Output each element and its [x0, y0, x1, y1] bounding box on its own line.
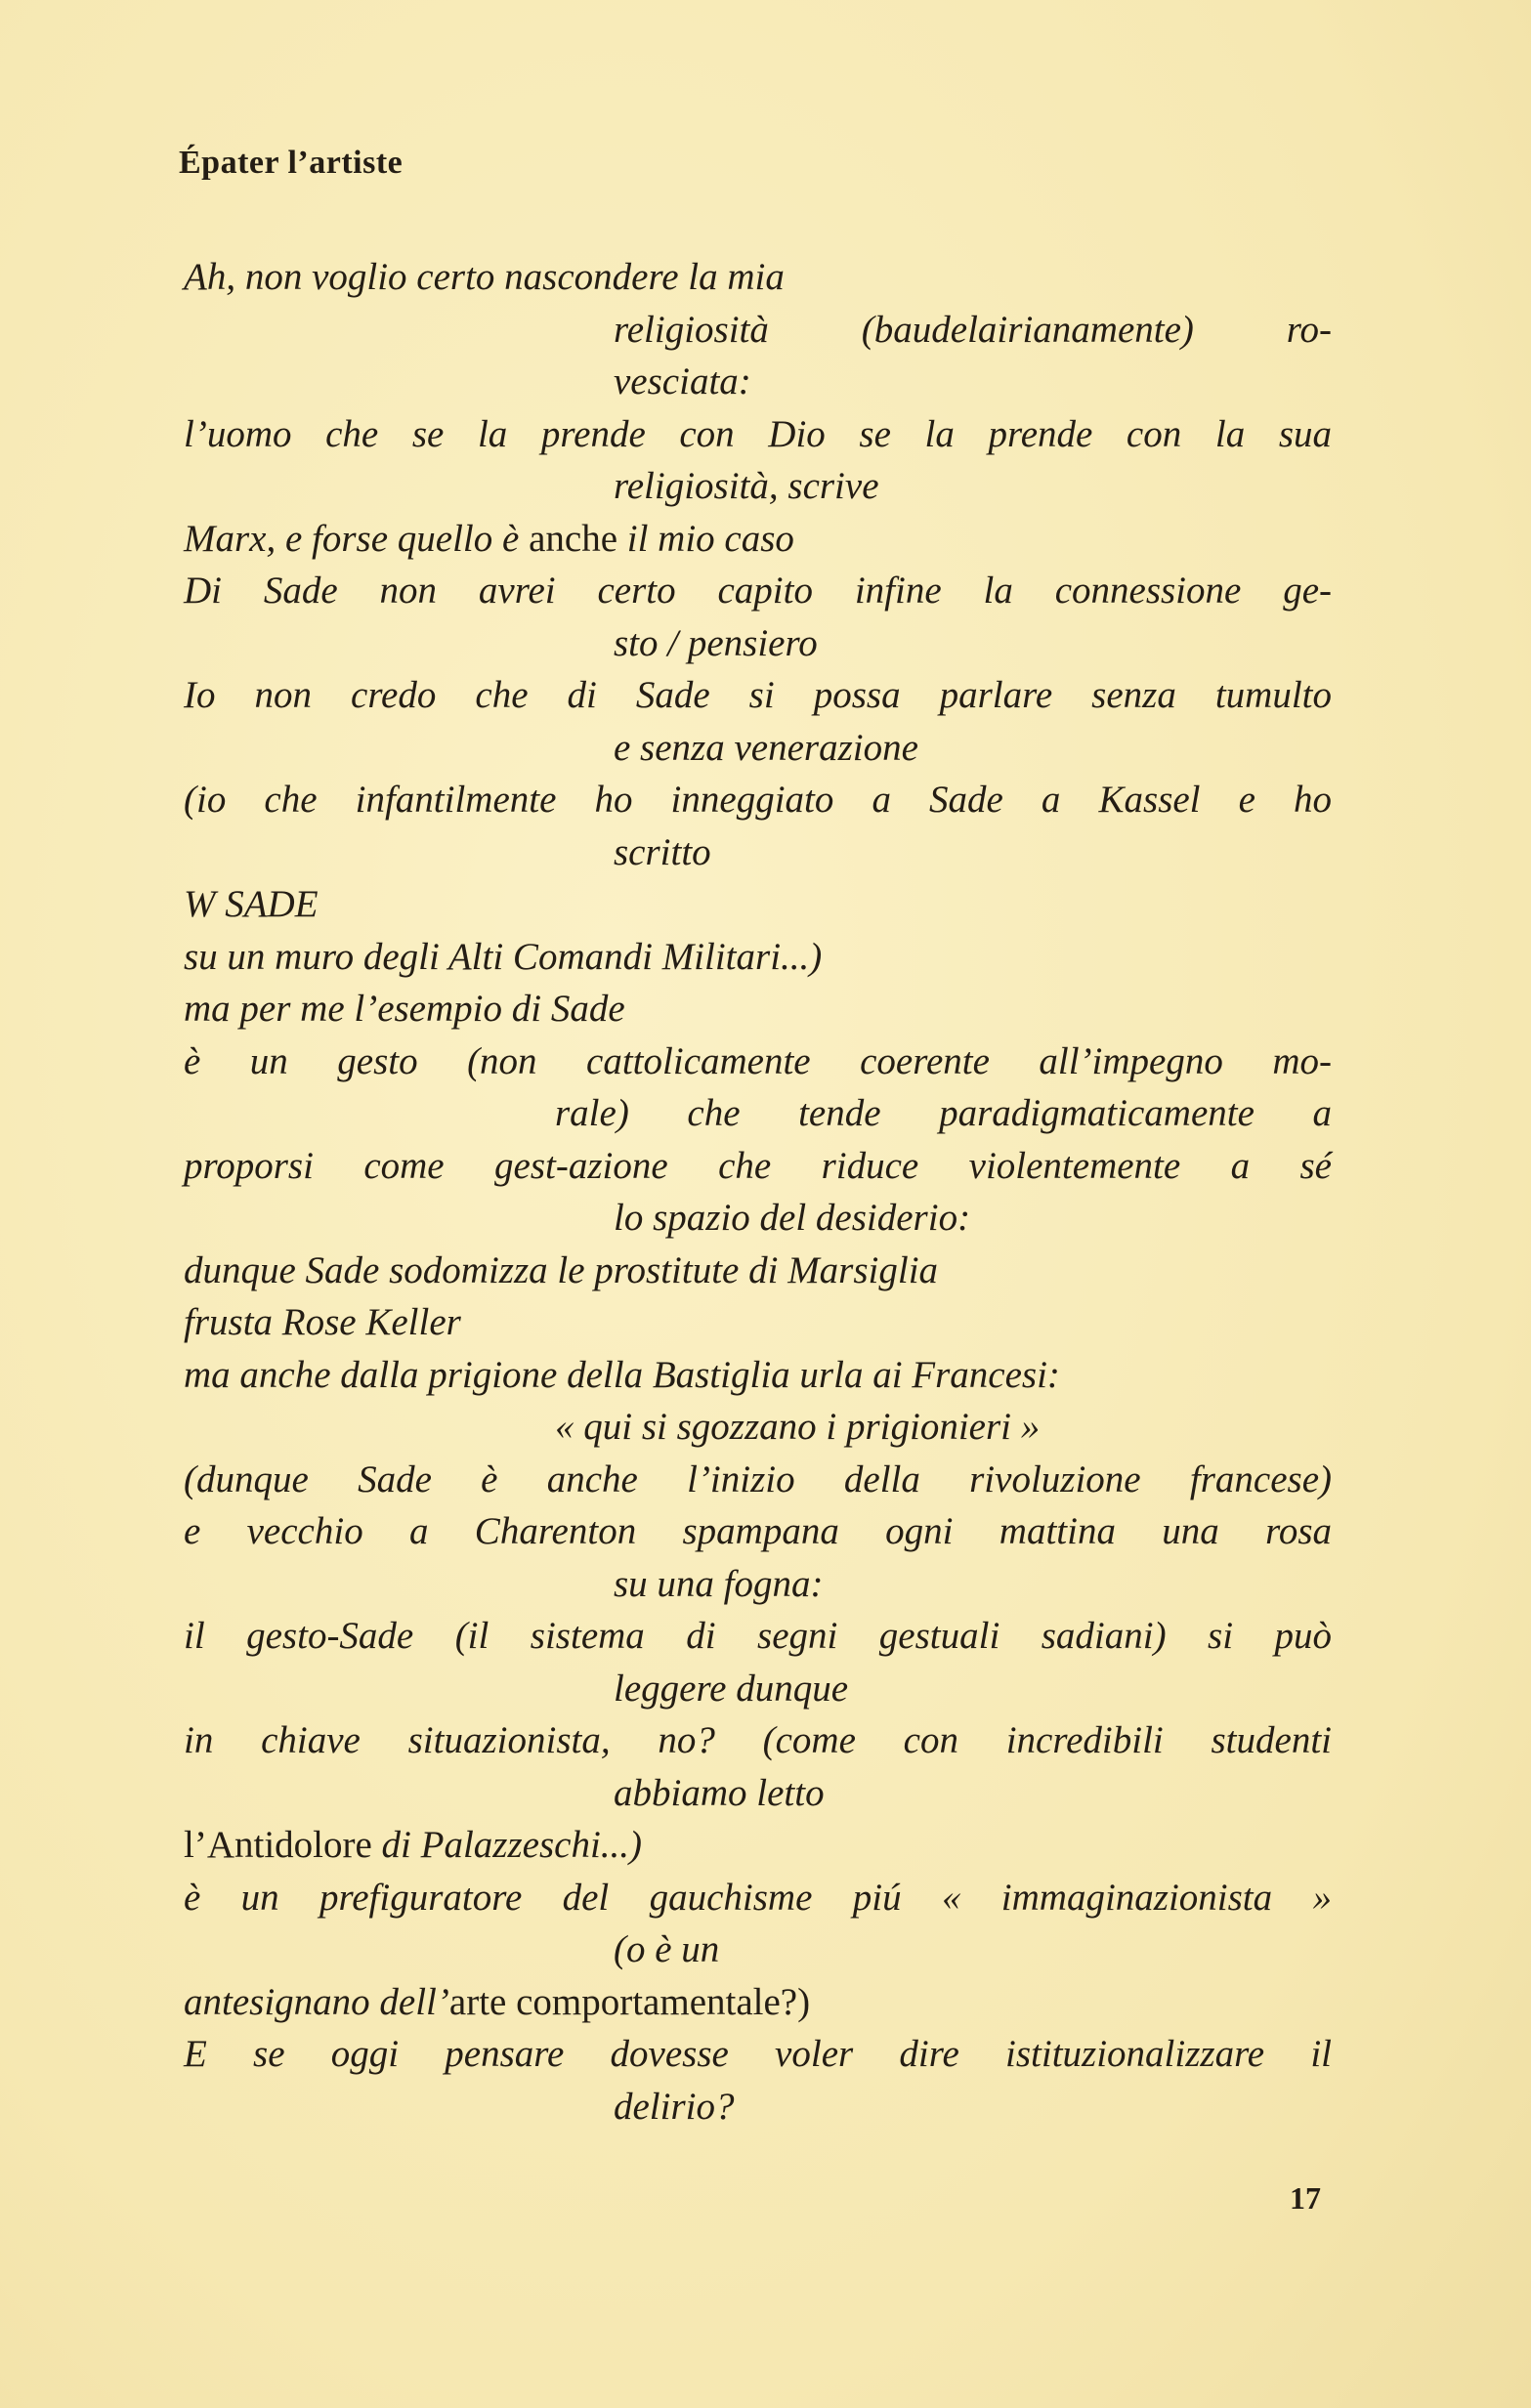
verse-text: (dunque Sade è anche l’inizio della rivoluzione francese): [184, 1457, 1332, 1500]
verse-text: e vecchio a Charenton spampana ogni mattina una rosa: [184, 1510, 1332, 1552]
verse-text: Marx, e forse quello è: [184, 517, 530, 560]
verse-text: il gesto-Sade (il sistema di segni gestuali sadiani) si può: [184, 1615, 1332, 1657]
verse-line-continuation: [184, 617, 1332, 670]
verse-line: [184, 1976, 1332, 2029]
verse-line-continuation: [184, 304, 1332, 357]
verse-line: [184, 669, 1332, 722]
verse-text: lo spazio del desiderio:: [614, 1197, 971, 1239]
verse-text: E se oggi pensare dovesse voler dire istituzionalizzare il: [184, 2033, 1332, 2075]
verse-text: « qui si sgozzano i prigionieri »: [555, 1406, 1041, 1448]
verse-text: scritto: [614, 830, 711, 873]
page-number: 17: [1290, 2180, 1321, 2216]
verse-line-continuation: [184, 1192, 1332, 1245]
verse-line-continuation: [184, 1401, 1332, 1454]
verse-text: antesignano dell’: [184, 1980, 449, 2023]
verse-text: religiosità (baudelairianamente) ro-: [614, 308, 1332, 351]
verse-line: [184, 513, 1332, 566]
verse-line: [184, 1872, 1332, 1924]
verse-text: l’Antidolore: [184, 1824, 372, 1866]
verse-text: frusta Rose Keller: [184, 1301, 461, 1343]
verse-line: [184, 1714, 1332, 1767]
verse-text: di Palazzeschi...): [371, 1824, 643, 1866]
verse-line: [184, 1454, 1332, 1506]
verse-text: su una fogna:: [614, 1562, 824, 1605]
verse-line: [184, 2028, 1332, 2081]
verse-text: sto / pensiero: [614, 621, 818, 664]
verse-line-continuation: [184, 826, 1332, 879]
verse-line: [184, 251, 1332, 304]
verse-text: leggere dunque: [614, 1667, 849, 1710]
verse-text: proporsi come gest-azione che riduce violentemente a sé: [184, 1144, 1332, 1187]
verse-line: [184, 1819, 1332, 1872]
verse-text: vesciata:: [614, 360, 751, 402]
verse-line: [184, 878, 1332, 931]
verse-line: [184, 1296, 1332, 1349]
verse-text: dunque Sade sodomizza le prostitute di Marsiglia: [184, 1248, 939, 1291]
verse-text: (o è un: [614, 1928, 720, 1970]
verse-line: [184, 1035, 1332, 1088]
verse-line-continuation: [184, 2081, 1332, 2133]
running-head: Épater l’artiste: [179, 145, 404, 181]
verse-line: [184, 1140, 1332, 1193]
verse-line: [184, 565, 1332, 617]
verse-text: delirio?: [614, 2085, 735, 2128]
verse-text: W SADE: [184, 883, 319, 925]
verse-line-continuation: [184, 356, 1332, 408]
verse-text: (io che infantilmente ho inneggiato a Sade a Kassel e ho: [184, 779, 1332, 821]
verse-text: arte comportamentale?): [448, 1980, 811, 2023]
verse-line-continuation: [184, 1923, 1332, 1976]
verse-text: religiosità, scrive: [614, 465, 879, 507]
verse-text: il mio caso: [617, 517, 794, 560]
verse-text: è un prefiguratore del gauchisme piú « immaginazionista »: [184, 1876, 1332, 1919]
verse-text: ma per me l’esempio di Sade: [184, 988, 625, 1030]
verse-line-continuation: [184, 1087, 1332, 1140]
verse-line-continuation: [184, 1663, 1332, 1715]
verse-text: anche: [529, 517, 618, 560]
verse-line: [184, 408, 1332, 461]
verse-line-continuation: [184, 1767, 1332, 1820]
verse-text: Io non credo che di Sade si possa parlare senza tumulto: [184, 674, 1332, 716]
verse-line: [184, 1245, 1332, 1297]
verse-text: su un muro degli Alti Comandi Militari...): [184, 935, 823, 978]
verse-text: rale) che tende paradigmaticamente a: [555, 1092, 1332, 1134]
verse-text: in chiave situazionista, no? (come con incredibili studenti: [184, 1719, 1332, 1761]
verse-line: [184, 983, 1332, 1035]
verse-text: l’uomo che se la prende con Dio se la prende con la sua: [184, 412, 1332, 455]
verse-text: e senza venerazione: [614, 726, 918, 769]
verse-line: [184, 931, 1332, 984]
verse-line-continuation: [184, 722, 1332, 775]
verse-line: [184, 1349, 1332, 1402]
verse-line-continuation: [184, 460, 1332, 513]
verse-text: Ah, non voglio certo nascondere la mia: [184, 256, 785, 298]
verse-text: abbiamo letto: [614, 1771, 825, 1814]
verse-line: [184, 1505, 1332, 1558]
verse-line: [184, 1610, 1332, 1663]
verse-text: ma anche dalla prigione della Bastiglia urla ai Francesi:: [184, 1353, 1060, 1396]
verse-text: Di Sade non avrei certo capito infine la connessione ge-: [184, 570, 1332, 612]
verse-line: [184, 774, 1332, 826]
verse-line-continuation: [184, 1558, 1332, 1611]
poem-body: [184, 251, 1332, 2133]
verse-text: è un gesto (non cattolicamente coerente all’impegno mo-: [184, 1039, 1332, 1082]
